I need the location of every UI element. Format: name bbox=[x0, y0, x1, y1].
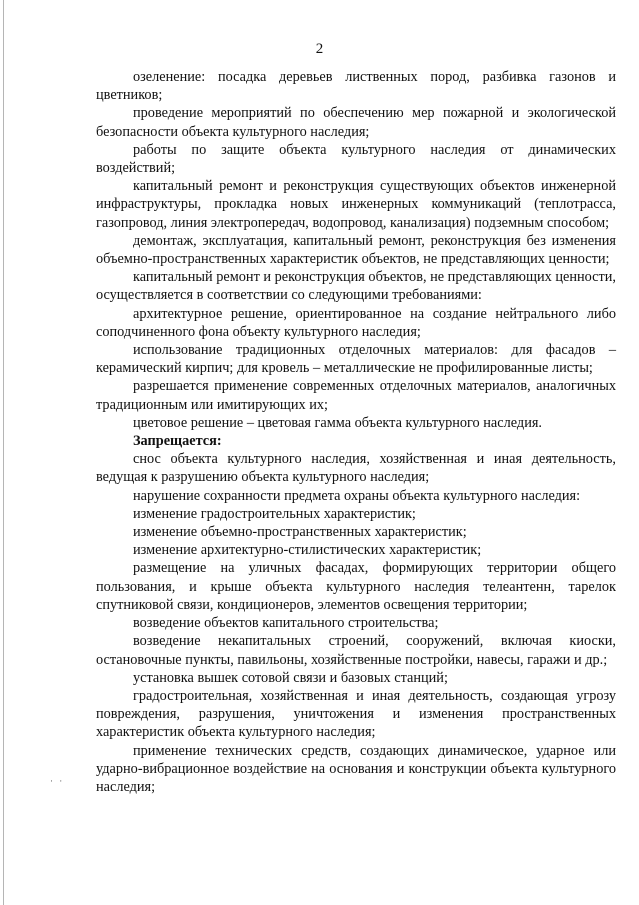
paragraph: озеленение: посадка деревьев лиственных пород, разбивка газонов и цветников; bbox=[96, 69, 616, 104]
paragraph: изменение объемно-пространственных характеристик; bbox=[133, 524, 467, 541]
paragraph: снос объекта культурного наследия, хозяйственная и иная деятельность, ведущая к разрушению объекта культурного наследия; bbox=[96, 451, 616, 486]
paragraph: работы по защите объекта культурного наследия от динамических воздействий; bbox=[96, 141, 616, 177]
margin-mark: · · bbox=[50, 776, 65, 786]
paragraph: установка вышек сотовой связи и базовых станций; bbox=[133, 669, 448, 686]
paragraph: капитальный ремонт и реконструкция существующих объектов инженерной инфраструктуры, прокладка новых инженерных коммуникаций (теплотрасса, газопровод, линия электропередач, водопровод, канализация) подземным способом; bbox=[96, 178, 616, 231]
section-heading: Запрещается: bbox=[133, 433, 222, 450]
paragraph: цветовое решение – цветовая гамма объекта культурного наследия. bbox=[133, 414, 542, 431]
paragraph: разрешается применение современных отделочных материалов, аналогичных традиционным или имитирующих их; bbox=[96, 378, 616, 413]
paragraph: использование традиционных отделочных материалов: для фасадов – керамический кирпич; для кровель – металлические не профилированные листы; bbox=[96, 342, 616, 377]
paragraph: применение технических средств, создающих динамическое, ударное или ударно-вибрационное воздействие на основания и конструкции объекта культурного наследия; bbox=[96, 742, 616, 795]
paragraph: архитектурное решение, ориентированное на создание нейтрального либо соподчиненного фона объекту культурного наследия; bbox=[96, 305, 616, 340]
paragraph: нарушение сохранности предмета охраны объекта культурного наследия: bbox=[133, 487, 581, 504]
paragraph: проведение мероприятий по обеспечению мер пожарной и экологической безопасности объекта культурного наследия; bbox=[96, 105, 616, 140]
paragraph: капитальный ремонт и реконструкция объектов, не представляющих ценности, осуществляется в соответствии со следующими требованиями: bbox=[96, 269, 616, 304]
paragraph: демонтаж, эксплуатация, капитальный ремонт, реконструкция без изменения объемно-пространственных характеристик объектов, не представляющих ценности; bbox=[96, 232, 616, 268]
paragraph: возведение объектов капитального строительства; bbox=[133, 615, 439, 632]
paragraph: градостроительная, хозяйственная и иная деятельность, создающая угрозу повреждения, разрушения, уничтожения и изменения пространственных характеристик объекта культурного наследия; bbox=[96, 687, 616, 741]
paragraph: возведение некапитальных строений, сооружений, включая киоски, остановочные пункты, павильоны, хозяйственные постройки, навесы, гаражи и др.; bbox=[96, 633, 616, 668]
paragraph: изменение градостроительных характеристик; bbox=[133, 505, 416, 522]
paragraph: изменение архитектурно-стилистических характеристик; bbox=[133, 542, 482, 559]
page-edge-line bbox=[3, 0, 4, 905]
page-number: 2 bbox=[315, 41, 324, 57]
document-body bbox=[96, 68, 616, 796]
paragraph: размещение на уличных фасадах, формирующих территории общего пользования, и крыше объекта культурного наследия телеантенн, тарелок спутниковой связи, кондиционеров, элементов освещения территории; bbox=[96, 560, 616, 613]
